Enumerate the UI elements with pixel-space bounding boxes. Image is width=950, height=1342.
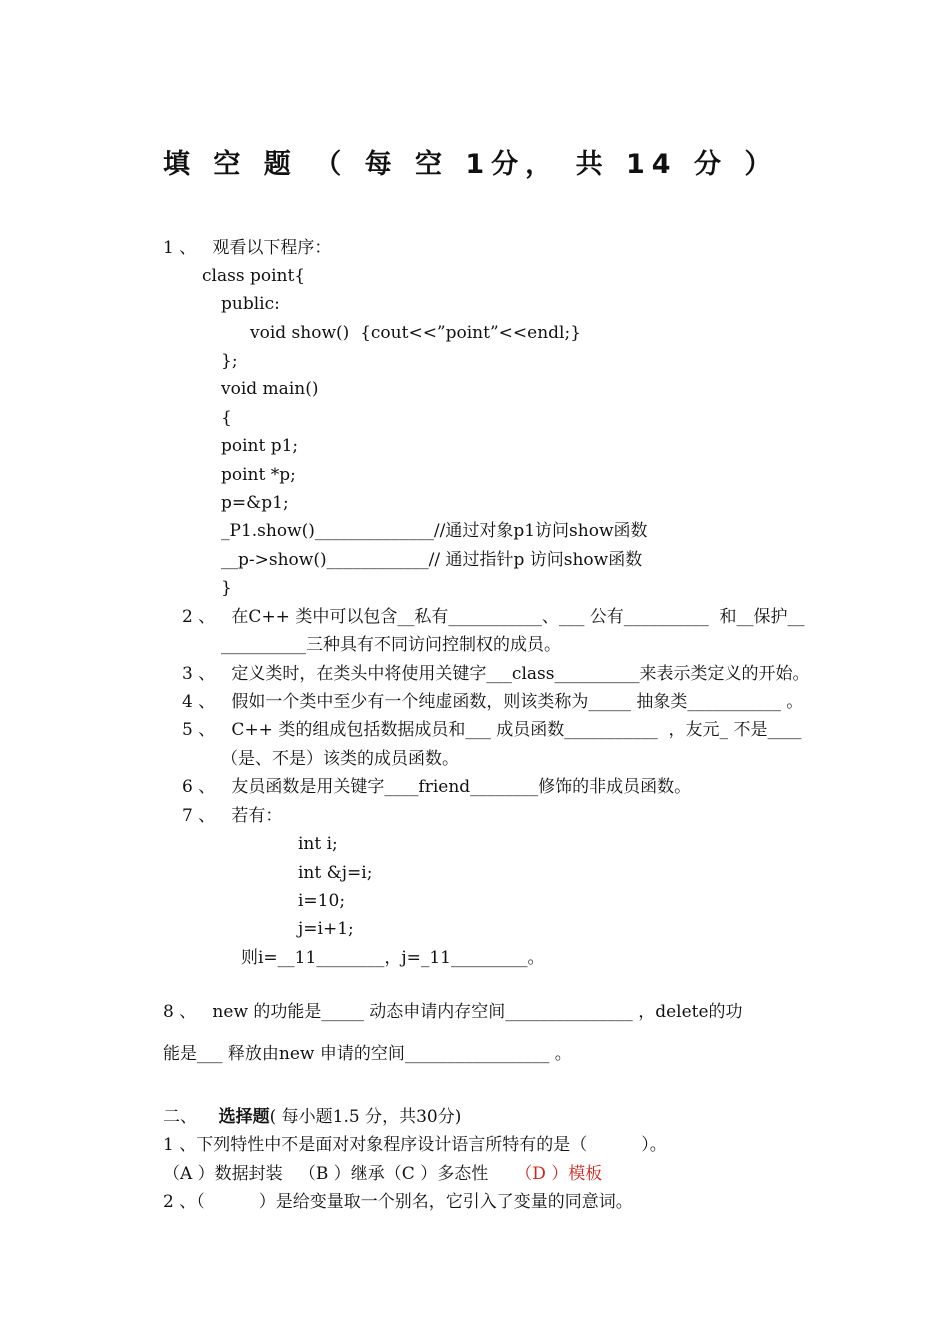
section-2-number: 二、: [163, 1107, 197, 1127]
code-line: p=&p1;: [221, 493, 289, 513]
code-line: int i;: [298, 834, 338, 854]
section-2-note: ( 每小题1.5 分，共30分): [269, 1107, 462, 1127]
code-line: };: [221, 351, 238, 371]
code-line: public:: [221, 294, 280, 314]
section-2-heading: 选择题: [218, 1107, 270, 1127]
choice-question-2: 2 、（ ）是给变量取一个别名，它引入了变量的同意词。: [163, 1192, 633, 1212]
question-2: 2 、 在C++ 类中可以包含__私有___________、___ 公有__________ 和__保护__: [182, 607, 805, 627]
choice-options: （A ）数据封装 （B ）继承（C ）多态性: [163, 1164, 489, 1184]
code-line: _P1.show()______________//通过对象p1访问show函数: [221, 521, 648, 541]
section-2-header: [163, 1106, 461, 1128]
code-line: void main(): [221, 379, 319, 399]
code-line: j=i+1;: [298, 919, 354, 939]
question-7-answer: 则i=__11________，j=_11_________。: [241, 948, 545, 968]
question-6: 6 、 友员函数是用关键字____friend________修饰的非成员函数。: [182, 777, 692, 797]
code-line: i=10;: [298, 891, 346, 911]
code-line: class point{: [202, 266, 306, 286]
section-title: 填 空 题 （ 每 空 1分， 共 14 分 ）: [163, 149, 779, 180]
question-1: 1 、 观看以下程序：: [163, 238, 332, 258]
question-2-cont: __________三种具有不同访问控制权的成员。: [221, 635, 561, 655]
question-4: 4 、 假如一个类中至少有一个纯虚函数，则该类称为_____ 抽象类___________ 。: [182, 692, 804, 712]
question-3: 3 、 定义类时，在类头中将使用关键字___class__________来表示类定义的开始。: [182, 664, 810, 684]
code-line: int &j=i;: [298, 863, 373, 883]
question-5-cont: （是、不是）该类的成员函数。: [221, 749, 459, 769]
question-8-cont: 能是___ 释放由new 申请的空间_________________ 。: [163, 1044, 572, 1064]
code-line: point *p;: [221, 465, 296, 485]
choice-answer: （D ）模板: [515, 1164, 603, 1184]
code-line: void show() {cout<<”point”<<endl;}: [250, 323, 582, 343]
code-line: {: [221, 408, 232, 428]
choice-question-1: 1 、下列特性中不是面对对象程序设计语言所特有的是（ ）。: [163, 1135, 667, 1155]
choice-options-1: [163, 1163, 602, 1185]
question-8: 8 、 new 的功能是_____ 动态申请内存空间_______________ ，delete的功: [163, 1002, 743, 1022]
code-line: point p1;: [221, 436, 299, 456]
question-5: 5 、 C++ 类的组成包括数据成员和___ 成员函数___________ ，友元_ 不是____: [182, 720, 802, 740]
question-7: 7 、 若有：: [182, 806, 283, 826]
code-line: __p->show()____________// 通过指针p 访问show函数: [221, 550, 643, 570]
code-line: }: [221, 578, 232, 598]
